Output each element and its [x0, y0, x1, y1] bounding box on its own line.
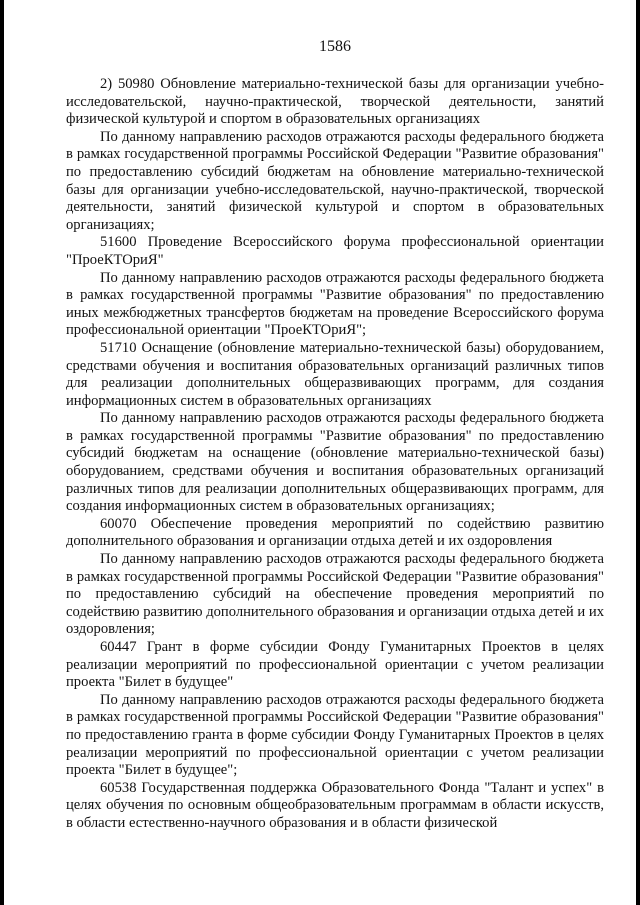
scan-edge-right: [636, 0, 640, 905]
paragraph-50980-heading: 2) 50980 Обновление материально-технической базы для организации учебно-исследовательской, научно-практической, творческой деятельности, занятий физической культурой и спортом в образовательных организациях: [66, 76, 604, 128]
scan-edge-left: [0, 0, 4, 905]
paragraph-60070-heading: 60070 Обеспечение проведения мероприятий по содействию развитию дополнительного образования и организации отдыха детей и их оздоровления: [66, 515, 604, 550]
paragraph-51710-description: По данному направлению расходов отражаются расходы федерального бюджета в рамках государственной программы "Развитие образования" по предоставлению субсидий бюджетам на оснащение (обновление материально-технической базы) оборудованием, средствами обучения и воспитания образовательных организаций различных типов для реализации дополнительных общеразвивающих программ, для создания информационных систем в образовательных организациях;: [66, 410, 604, 515]
paragraph-51600-heading: 51600 Проведение Всероссийского форума профессиональной ориентации "ПроеКТОриЯ": [66, 234, 604, 268]
document-body: [66, 76, 604, 833]
paragraph-60447-description: По данному направлению расходов отражаются расходы федерального бюджета в рамках государственной программы Российской Федерации "Развитие образования" по предоставлению гранта в форме субсидии Фонду Гуманитарных Проектов в целях реализации мероприятий по профессиональной ориентации с учетом реализации проекта "Билет в будущее";: [66, 691, 604, 779]
page-number: 1586: [319, 38, 351, 55]
paragraph-60538-heading: 60538 Государственная поддержка Образовательного Фонда "Талант и успех" в целях обучения по основным общеобразовательным программам в области искусств, в области естественно-научного образования и в области физической: [66, 779, 604, 831]
paragraph-60447-heading: 60447 Грант в форме субсидии Фонду Гуманитарных Проектов в целях реализации мероприятий по профессиональной ориентации с учетом реализации проекта "Билет в будущее": [66, 639, 604, 691]
paragraph-51600-description: По данному направлению расходов отражаются расходы федерального бюджета в рамках государственной программы "Развитие образования" по предоставлению иных межбюджетных трансфертов бюджетам на проведение Всероссийского форума профессиональной ориентации "ПроеКТОриЯ";: [66, 269, 604, 339]
paragraph-50980-description: По данному направлению расходов отражаются расходы федерального бюджета в рамках государственной программы Российской Федерации "Развитие образования" по предоставлению субсидий бюджетам на обновление материально-технической базы для организации учебно-исследовательской, научно-практической, творческой деятельности, занятий физической культурой и спортом в образовательных организациях;: [66, 128, 604, 233]
paragraph-60070-description: По данному направлению расходов отражаются расходы федерального бюджета в рамках государственной программы Российской Федерации "Развитие образования" по предоставлению субсидий на обеспечение проведения мероприятий по содействию развитию дополнительного образования и организации отдыха детей и их оздоровления;: [66, 551, 604, 638]
paragraph-51710-heading: 51710 Оснащение (обновление материально-технической базы) оборудованием, средствами обучения и воспитания образовательных организаций различных типов для реализации дополнительных общеразвивающих программ, для создания информационных систем в образовательных организациях: [66, 339, 604, 409]
